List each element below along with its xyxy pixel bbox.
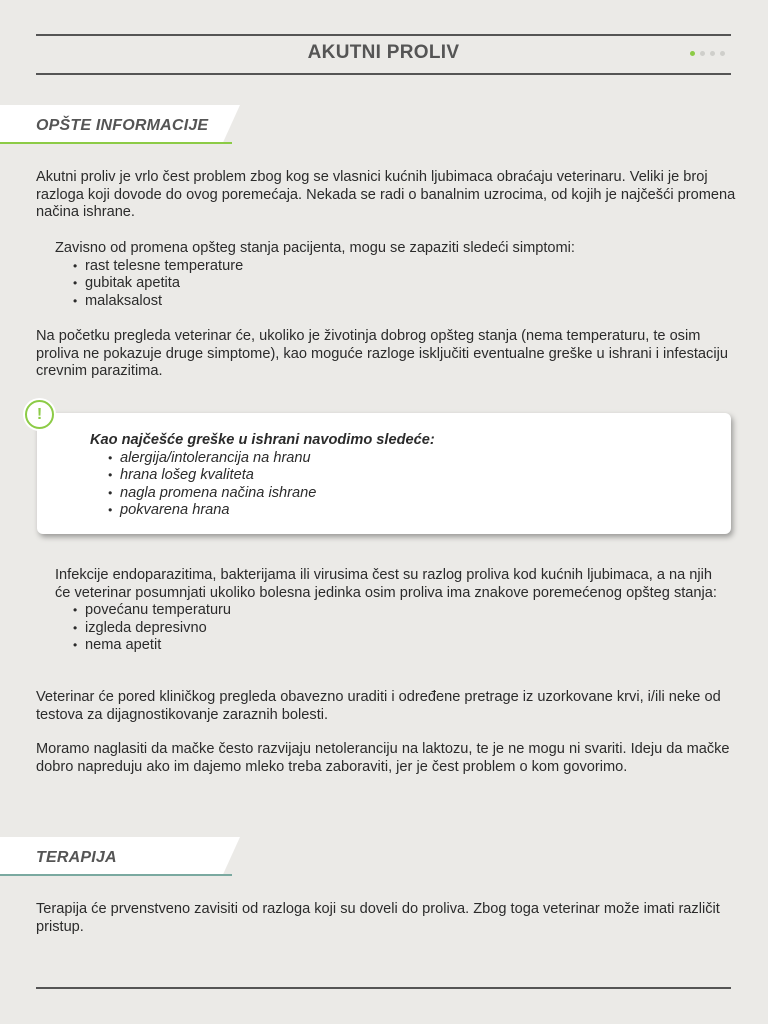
callout-heading: Kao najčešće greške u ishrani navodimo sledeće: bbox=[90, 432, 435, 448]
tests-text: Veterinar će pored kliničkog pregleda obavezno uraditi i određene pretrage iz uzorkovane krvi, i/ili neke od testova za dijagnostikovanje zaraznih bolesti. bbox=[36, 689, 721, 723]
callout-list bbox=[90, 450, 435, 520]
therapy-text: Terapija će prvenstveno zavisiti od razloga koji su doveli do proliva. Zbog toga veterinar može imati različit pristup. bbox=[36, 901, 720, 935]
page-dot-2 bbox=[700, 51, 705, 56]
list-item: • alergija/intolerancija na hranu bbox=[108, 450, 435, 468]
header-bottom-rule bbox=[36, 73, 731, 75]
list-item: • izgleda depresivno bbox=[73, 620, 731, 638]
symptoms-intro: Zavisno od promena opšteg stanja pacijenta, mogu se zapaziti sledeći simptomi: bbox=[55, 240, 575, 256]
infections-block bbox=[55, 567, 731, 655]
section-heading-general: OPŠTE INFORMACIJE bbox=[36, 117, 209, 134]
intro-text: Akutni proliv je vrlo čest problem zbog kog se vlasnici kućnih ljubimaca obraćaju veterinaru. Veliki je broj razloga koji dovode do ovog poremećaja. Nekada se radi o banalnim uzrocima, od kojih je najčešći promena načina ishrane. bbox=[36, 169, 736, 220]
tests-paragraph bbox=[36, 689, 736, 724]
list-item: • malaksalost bbox=[73, 293, 735, 311]
list-item: • hrana lošeg kvaliteta bbox=[108, 467, 435, 485]
list-item: • rast telesne temperature bbox=[73, 258, 735, 276]
exam-text: Na početku pregleda veterinar će, ukoliko je životinja dobrog opšteg stanja (nema temperaturu, te osim proliva ne pokazuje druge simptome), kao moguće razloge isključiti eventualne greške u ishrani i infestaciju crevnim parazitima. bbox=[36, 328, 728, 379]
list-item: • nema apetit bbox=[73, 637, 731, 655]
page-indicator bbox=[690, 51, 725, 56]
callout-content bbox=[90, 432, 435, 520]
page-dot-1 bbox=[690, 51, 695, 56]
intro-paragraph bbox=[36, 169, 736, 222]
list-item: • povećanu temperaturu bbox=[73, 602, 731, 620]
header-top-rule bbox=[36, 34, 731, 36]
page-title: AKUTNI PROLIV bbox=[307, 42, 460, 63]
section-underline-therapy bbox=[0, 874, 232, 876]
page-dot-3 bbox=[710, 51, 715, 56]
section-underline-general bbox=[0, 142, 232, 144]
infections-text: Infekcije endoparazitima, bakterijama ili virusima čest su razlog proliva kod kućnih ljubimaca, a na njih će veterinar posumnjati ukoliko bolesna jedinka osim proliva ima znakove poremećenog opšteg stanja: bbox=[55, 567, 717, 601]
symptoms-list bbox=[55, 258, 735, 311]
page-dot-4 bbox=[720, 51, 725, 56]
lactose-paragraph bbox=[36, 741, 736, 776]
list-item: • pokvarena hrana bbox=[108, 502, 435, 520]
list-item: • gubitak apetita bbox=[73, 275, 735, 293]
section-heading-therapy: TERAPIJA bbox=[36, 849, 117, 866]
therapy-paragraph bbox=[36, 901, 736, 936]
lactose-text: Moramo naglasiti da mačke često razvijaju netoleranciju na laktozu, te je ne mogu ni svariti. Ideju da mačke dobro napreduju ako im dajemo mleko treba zaboraviti, jer je čest problem o kom govorimo. bbox=[36, 741, 730, 775]
exam-paragraph bbox=[36, 328, 736, 381]
exclamation-icon: ! bbox=[25, 400, 54, 429]
list-item: • nagla promena načina ishrane bbox=[108, 485, 435, 503]
signs-list bbox=[55, 602, 731, 655]
symptoms-block bbox=[55, 240, 735, 310]
footer-rule bbox=[36, 987, 731, 989]
